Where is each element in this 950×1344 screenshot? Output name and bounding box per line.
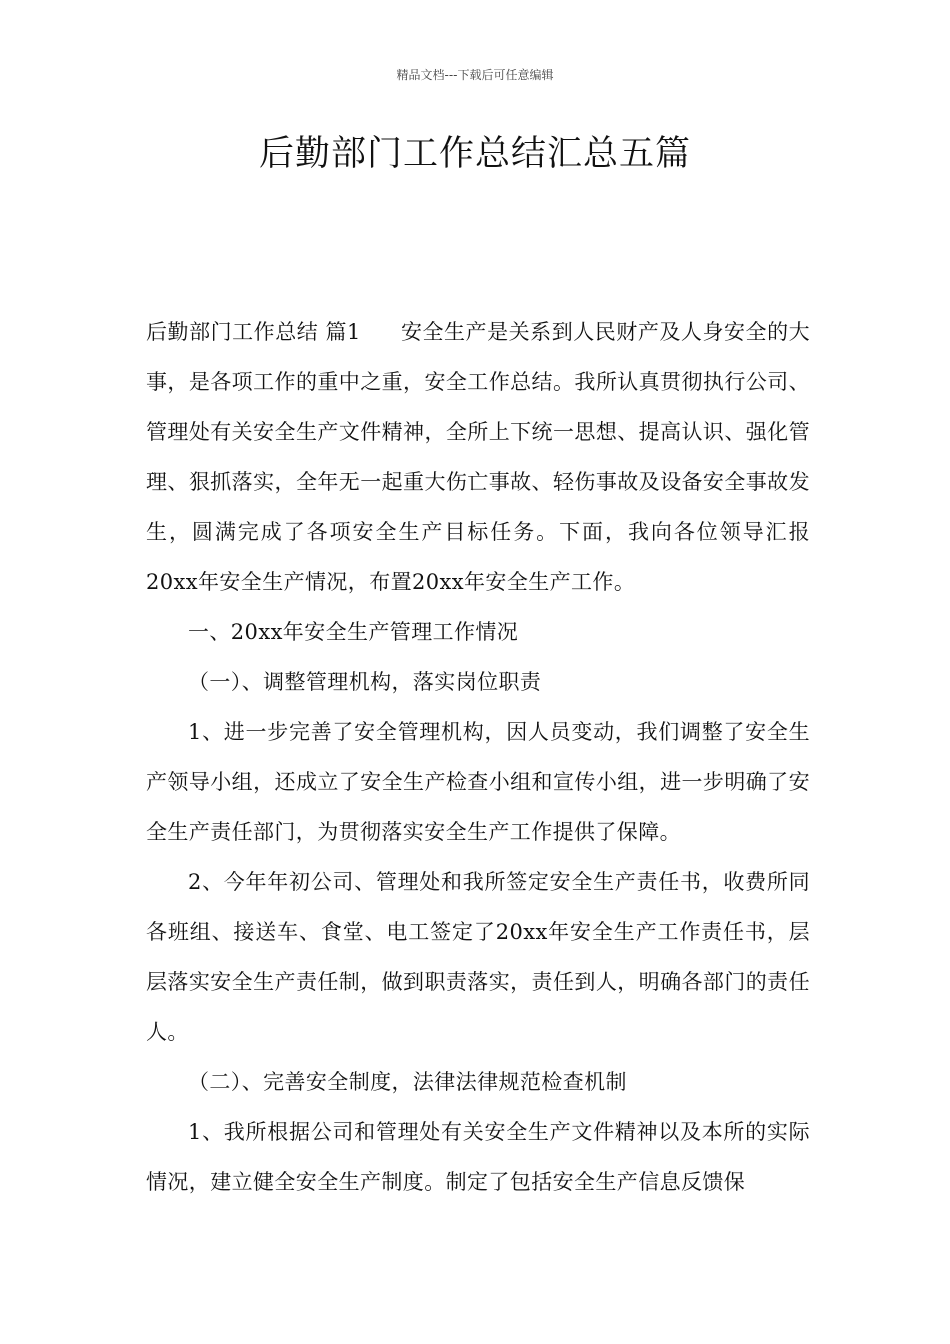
- intro-text: 安全生产是关系到人民财产及人身安全的大事，是各项工作的重中之重，安全工作总结。我所认真贯彻执行公司、管理处有关安全生产文件精神，全所上下统一思想、提高认识、强化管理、狠抓落实，全年无一起重大伤亡事故、轻伤事故及设备安全事故发生，圆满完成了各项安全生产目标任务。下面，我向各位领导汇报20xx年安全生产情况，布置20xx年安全生产工作。: [146, 320, 811, 594]
- body-paragraph: 2、今年年初公司、管理处和我所签定安全生产责任书，收费所同各班组、接送车、食堂、电工签定了20xx年安全生产工作责任书，层层落实安全生产责任制，做到职责落实，责任到人，明确各部门的责任人。: [146, 870, 810, 1044]
- document-title: 后勤部门工作总结汇总五篇: [258, 134, 691, 174]
- body-paragraph: 1、进一步完善了安全管理机构，因人员变动，我们调整了安全生产领导小组，还成立了安全生产检查小组和宣传小组，进一步明确了安全生产责任部门，为贯彻落实安全生产工作提供了保障。: [146, 720, 810, 844]
- section-heading-1: 一、20xx年安全生产管理工作情况: [188, 620, 519, 644]
- subsection-heading-1: （一）、调整管理机构，落实岗位职责: [188, 670, 542, 694]
- header-note: 精品文档---下载后可任意编辑: [396, 68, 554, 82]
- subsection-heading-2: （二）、完善安全制度，法律法律规范检查机制: [188, 1070, 627, 1094]
- intro-paragraph: [146, 307, 810, 607]
- section-label: 后勤部门工作总结 篇1: [146, 320, 361, 344]
- document-body: [146, 307, 810, 1207]
- body-paragraph: 1、我所根据公司和管理处有关安全生产文件精神以及本所的实际情况，建立健全安全生产制度。制定了包括安全生产信息反馈保: [146, 1120, 810, 1194]
